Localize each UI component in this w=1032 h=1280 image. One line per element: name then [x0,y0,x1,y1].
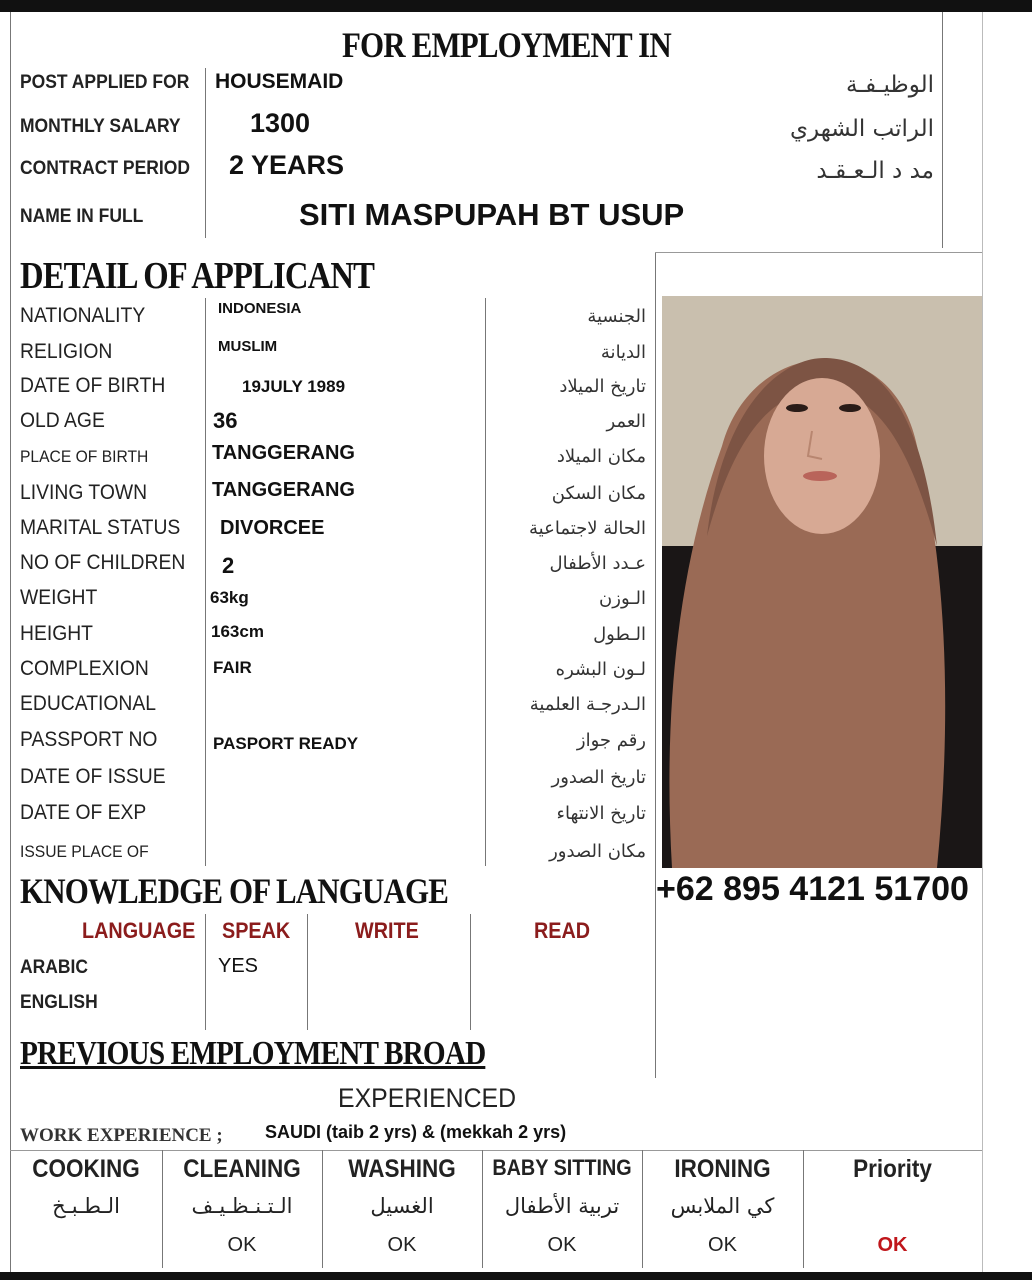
applicant-label: DATE OF ISSUE [20,765,166,788]
arabic-speak-value: YES [218,955,259,977]
work-experience-label: WORK EXPERIENCE ; [20,1125,223,1146]
left-border-line [10,12,11,1272]
employment-title: PREVIOUS EMPLOYMENT BROAD [20,1035,486,1072]
applicant-arabic-line [485,298,486,866]
applicant-value: 19JULY 1989 [242,377,346,396]
applicant-arabic-label: العمر [606,411,646,432]
photo-top-line [655,252,982,253]
skill-status: OK [877,1234,908,1256]
applicant-label: DATE OF EXP [20,801,147,824]
contract-arabic: مد د الـعـقـد [816,158,934,184]
work-experience-value: SAUDI (taib 2 yrs) & (mekkah 2 yrs) [265,1122,567,1142]
job-divider-line [205,68,206,238]
lang-header-read: READ [534,918,591,943]
skill-name-arabic: الغسيل [370,1194,434,1218]
skills-top-line [10,1150,982,1151]
applicant-divider-line [205,298,206,866]
applicant-value: 36 [213,408,238,433]
applicant-photo [662,296,982,868]
lang-line-2 [307,914,308,1030]
salary-label: MONTHLY SALARY [20,116,181,137]
skill-name: Priority [853,1155,932,1183]
name-label: NAME IN FULL [20,206,144,227]
applicant-value: PASPORT READY [213,734,359,753]
applicant-value: DIVORCEE [220,517,325,539]
applicant-arabic-label: رقم جواز [576,730,646,751]
applicant-label: HEIGHT [20,622,93,645]
bottom-border [0,1272,1032,1280]
applicant-arabic-label: الجنسية [587,306,646,327]
lang-header-write: WRITE [355,918,419,943]
lang-row-english: ENGLISH [20,992,98,1013]
contract-label: CONTRACT PERIOD [20,158,190,179]
applicant-value: INDONESIA [218,300,302,317]
applicant-arabic-label: لـون البشره [555,659,646,680]
lang-header-speak: SPEAK [222,918,291,943]
applicant-label: NATIONALITY [20,304,146,327]
applicant-label: COMPLEXION [20,657,149,680]
applicant-label: LIVING TOWN [20,481,148,504]
form-title: FOR EMPLOYMENT IN [342,25,671,65]
skill-name: WASHING [348,1155,456,1183]
top-border [0,0,1032,12]
applicant-value: 2 [222,553,235,578]
skill-name-arabic: الـتـنـظـيـف [191,1194,293,1218]
applicant-arabic-label: تاريخ الصدور [551,767,646,788]
applicant-title: DETAIL OF APPLICANT [20,255,375,297]
applicant-arabic-label: تاريخ الميلاد [559,376,646,397]
contract-value: 2 YEARS [229,150,345,180]
applicant-label: EDUCATIONAL [20,692,156,715]
post-value: HOUSEMAID [215,70,344,93]
skill-status: OK [387,1234,417,1256]
applicant-label: OLD AGE [20,409,105,432]
applicant-label: NO OF CHILDREN [20,551,186,574]
salary-arabic: الراتب الشهري [790,116,934,142]
applicant-arabic-label: الـوزن [599,588,646,609]
skill-status: OK [547,1234,577,1256]
applicant-arabic-label: الـدرجـة العلمية [529,694,646,715]
skill-name-arabic: الـطـبـخ [52,1194,120,1218]
post-label: POST APPLIED FOR [20,72,190,93]
language-title: KNOWLEDGE OF LANGUAGE [20,871,449,911]
applicant-value: TANGGERANG [212,442,355,464]
applicant-value: 163cm [211,622,264,641]
photo-left-line [655,252,656,1078]
applicant-label: DATE OF BIRTH [20,374,166,397]
skill-status: OK [708,1234,737,1256]
lang-line-1 [205,914,206,1030]
applicant-value: 63kg [210,588,249,607]
portrait-image [662,296,982,868]
skill-name-arabic: تربية الأطفال [504,1194,620,1218]
applicant-value: TANGGERANG [212,479,355,501]
skill-name-arabic: كي الملابس [670,1194,775,1218]
applicant-value: MUSLIM [218,338,278,355]
applicant-arabic-label: مكان الميلاد [556,446,646,467]
applicant-arabic-label: الحالة لاجتماعية [529,518,646,539]
right-border-line [982,12,983,1272]
applicant-arabic-label: مكان السكن [551,483,646,504]
applicant-label: PASSPORT NO [20,728,158,751]
lang-row-arabic: ARABIC [20,957,88,978]
name-value: SITI MASPUPAH BT USUP [299,197,685,232]
applicant-arabic-label: الديانة [600,342,646,363]
applicant-label: WEIGHT [20,586,98,609]
applicant-arabic-label: الـطول [593,624,646,645]
lang-line-3 [470,914,471,1030]
lang-header-language: LANGUAGE [82,918,196,943]
applicant-arabic-label: عـدد الأطفال [549,553,646,574]
skill-name: COOKING [32,1155,140,1183]
salary-value: 1300 [250,108,311,138]
applicant-label: ISSUE PLACE OF [20,842,149,861]
phone-number: +62 895 4121 51700 [656,870,969,908]
skill-name: BABY SITTING [492,1155,632,1180]
applicant-label: PLACE OF BIRTH [20,447,149,466]
applicant-arabic-label: مكان الصدور [549,841,646,862]
skill-status: OK [227,1234,257,1256]
employment-status: EXPERIENCED [338,1083,517,1113]
applicant-label: MARITAL STATUS [20,516,181,539]
post-arabic: الوظيـفـة [846,72,934,98]
applicant-arabic-label: تاريخ الانتهاء [556,803,646,824]
header-right-line [942,12,943,248]
skill-name: IRONING [674,1155,771,1183]
applicant-value: FAIR [213,658,252,677]
skill-name: CLEANING [183,1155,301,1183]
applicant-label: RELIGION [20,340,113,363]
